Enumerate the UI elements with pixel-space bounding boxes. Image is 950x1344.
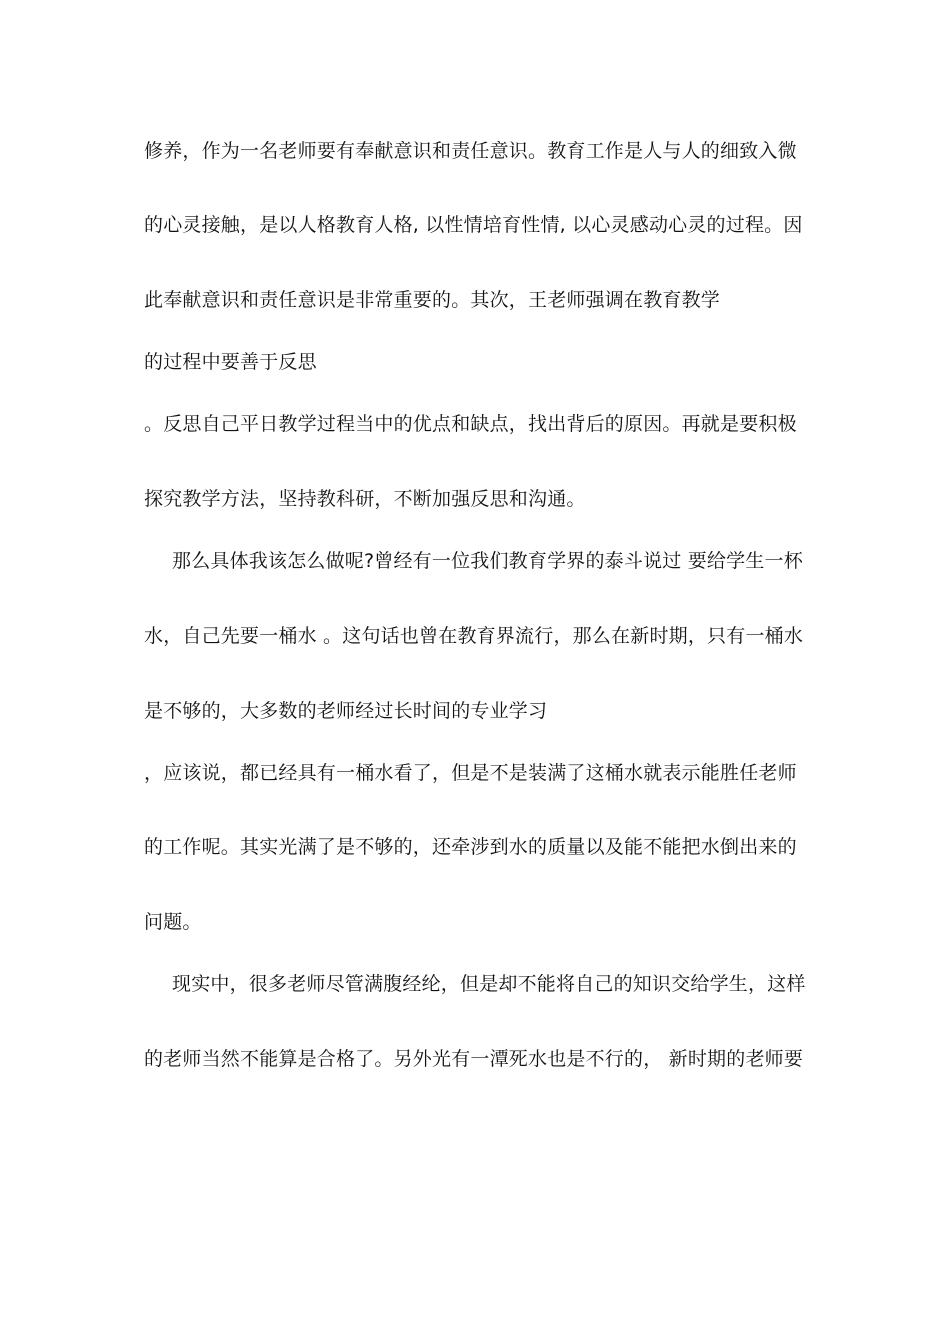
text-line: 问题。 bbox=[144, 911, 202, 933]
text-line: 的心灵接触，是以人格教育人格, 以性情培育性情, 以心灵感动心灵的过程。因 bbox=[144, 214, 803, 236]
text-line: 此奉献意识和责任意识是非常重要的。其次，王老师强调在教育教学 bbox=[144, 289, 721, 311]
text-line: ，应该说，都已经具有一桶水看了，但是不是装满了这桶水就表示能胜任老师 bbox=[144, 762, 797, 784]
text-line: 探究教学方法，坚持教科研，不断加强反思和沟通。 bbox=[144, 488, 586, 510]
text-line: 的老师当然不能算是合格了。另外光有一潭死水也是不行的， 新时期的老师要 bbox=[144, 1048, 804, 1070]
paragraph-start-line: 那么具体我该怎么做呢?曾经有一位我们教育学界的泰斗说过 要给学生一杯 bbox=[172, 550, 803, 572]
text-line: 修养，作为一名老师要有奉献意识和责任意识。教育工作是人与人的细致入微 bbox=[144, 140, 797, 162]
text-line: 是不够的，大多数的老师经过长时间的专业学习 bbox=[144, 700, 548, 722]
paragraph-start-line: 现实中，很多老师尽管满腹经纶，但是却不能将自己的知识交给学生，这样 bbox=[172, 973, 806, 995]
text-line: 的过程中要善于反思 bbox=[144, 351, 317, 373]
text-line: 的工作呢。其实光满了是不够的，还牵涉到水的质量以及能不能把水倒出来的 bbox=[144, 836, 797, 858]
text-line: 。反思自己平日教学过程当中的优点和缺点，找出背后的原因。再就是要积极 bbox=[144, 413, 797, 435]
text-line: 水，自己先要一桶水 。这句话也曾在教育界流行，那么在新时期，只有一桶水 bbox=[144, 625, 804, 647]
